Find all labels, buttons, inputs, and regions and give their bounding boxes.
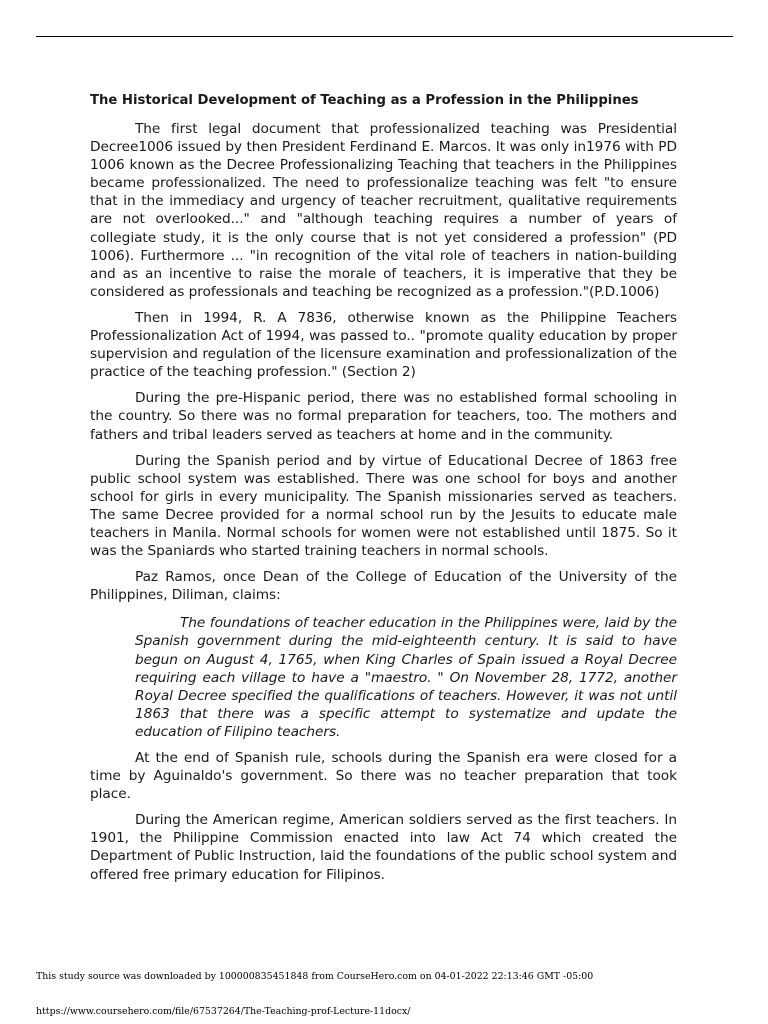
source-url-link[interactable]: https://www.coursehero.com/file/67537264/The-Teaching-prof-Lecture-11docx/	[36, 1006, 411, 1017]
download-notice: This study source was downloaded by 100000835451848 from CourseHero.com on 04-01-2022 22:13:46 GMT -05:00	[36, 971, 594, 982]
paragraph-spanish-period: During the Spanish period and by virtue of Educational Decree of 1863 free public school system was established. There was one school for boys and another school for girls in every municipality. The Spanish missionaries served as teachers. The same Decree provided for a normal school run by the Jesuits to educate male teachers in Manila. Normal schools for women were not established until 1875. So it was the Spaniards who started training teachers in normal schools.	[90, 452, 677, 560]
document-body	[90, 92, 677, 892]
paragraph-end-spanish-rule: At the end of Spanish rule, schools during the Spanish era were closed for a time by Aguinaldo's government. So there was no teacher preparation that took place.	[90, 750, 677, 803]
paragraph-american-regime: During the American regime, American soldiers served as the first teachers. In 1901, the Philippine Commission enacted into law Act 74 which created the Department of Public Instruction, laid the foundations of the public school system and offered free primary education for Filipinos.	[90, 812, 677, 883]
paragraph-paz-ramos: Paz Ramos, once Dean of the College of Education of the University of the Philippines, Diliman, claims:	[90, 569, 677, 604]
paragraph-pd1006: The first legal document that professionalized teaching was Presidential Decree1006 issued by then President Ferdinand E. Marcos. It was only in1976 with PD 1006 known as the Decree Professionalizing Teaching that teachers in the Philippines became professionalized. The need to professionalize teaching was felt "to ensure that in the immediacy and urgency of teacher recruitment, qualitative requirements are not overlooked..." and "although teaching requires a number of years of collegiate study, it is the only course that is not yet considered a profession" (PD 1006). Furthermore ... "in recognition of the vital role of teachers in nation-building and as an incentive to raise the morale of teachers, it is imperative that they be considered as professionals and teaching be recognized as a profession."(P.D.1006)	[90, 121, 677, 300]
document-title: The Historical Development of Teaching as a Profession in the Philippines	[90, 93, 639, 108]
paragraph-pre-hispanic: During the pre-Hispanic period, there was no established formal schooling in the country. So there was no formal preparation for teachers, too. The mothers and fathers and tribal leaders served as teachers at home and in the community.	[90, 390, 677, 443]
top-divider	[36, 36, 733, 37]
paragraph-ra7836: Then in 1994, R. A 7836, otherwise known as the Philippine Teachers Professionalization Act of 1994, was passed to.. "promote quality education by proper supervision and regulation of the licensure examination and professionalization of the practice of the teaching profession." (Section 2)	[90, 309, 677, 381]
block-quote: The foundations of teacher education in the Philippines were, laid by the Spanish government during the mid-eighteenth century. It is said to have begun on August 4, 1765, when King Charles of Spain issued a Royal Decree requiring each village to have a "maestro. " On November 28, 1772, another Royal Decree specified the qualifications of teachers. However, it was not until 1863 that there was a specific attempt to systematize and update the education of Filipino teachers.	[135, 615, 677, 740]
